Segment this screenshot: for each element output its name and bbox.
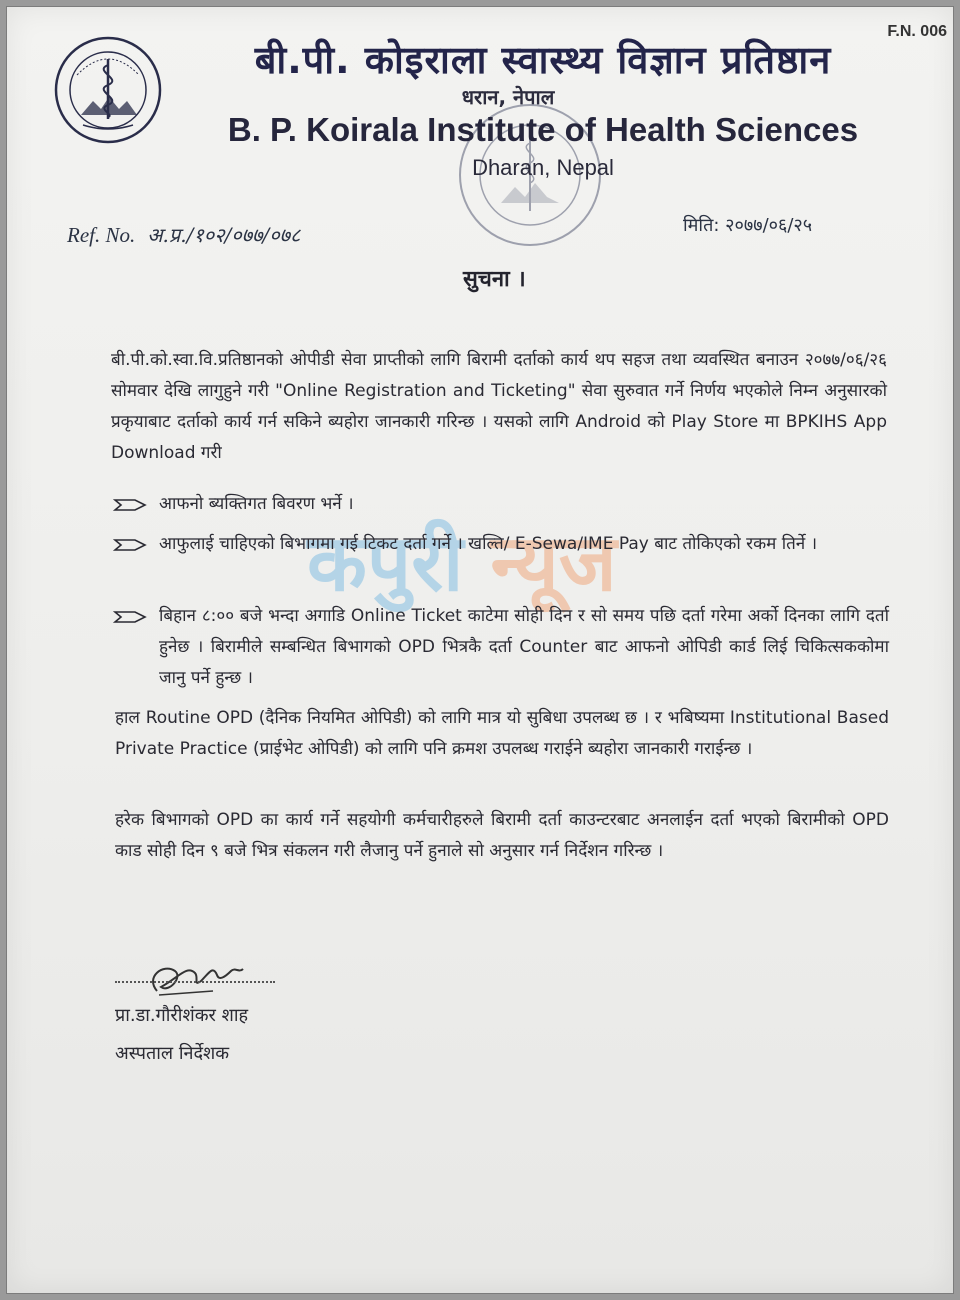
notice-document xyxy=(6,6,954,1294)
list-item-text: बिहान ८:०० बजे भन्दा अगाडि Online Ticket काटेमा सोही दिन र सो समय पछि दर्ता गरेमा अर्को दिनका लागि दर्ता हुनेछ । बिरामीले सम्बन्धित बिभागको OPD भित्रकै दर्ता Counter बाट आफनो ओपिडी कार्ड लिई चिकित्सककोमा जानु पर्ने हुन्छ । xyxy=(159,606,889,688)
signature-line xyxy=(115,981,275,983)
reference-number xyxy=(67,221,300,248)
arrow-bullet-icon xyxy=(113,535,147,555)
notice-date: मिति: २०७७/०६/२५ xyxy=(683,215,813,236)
notice-paragraph-2: हाल Routine OPD (दैनिक नियमित ओपिडी) को लागि मात्र यो सुबिधा उपलब्ध छ । र भबिष्यमा Institutional Based Private Practice (प्राईभेट ओपिडी) को लागि पनि क्रमश उपलब्ध गराईने ब्यहोरा जानकारी गराईन्छ । xyxy=(115,708,889,759)
list-item xyxy=(113,601,889,694)
form-number: F.N. 006 xyxy=(887,23,947,40)
watermark-part-2: न्यूज xyxy=(490,519,617,609)
notice-paragraph-1: बी.पी.को.स्वा.वि.प्रतिष्ठानको ओपीडी सेवा प्राप्तीको लागि बिरामी दर्ताको कार्य थप सहज तथा व्यवस्थित बनाउन २०७७/०६/२६ सोमवार देखि लागुहुने गरी "Online Registration and Ticketing" सेवा सुरुवात गर्ने निर्णय भएकोले निम्न अनुसारको प्रकृयाबाट दर्ताको कार्य गर्न सकिने ब्यहोरा जानकारी गरिन्छ । यसको लागि Android को Play Store मा BPKIHS App Download गरी xyxy=(111,350,887,463)
list-item xyxy=(113,529,889,560)
institute-name-nepali: बी.पी. कोइराला स्वास्थ्य विज्ञान प्रतिष्ठान xyxy=(254,38,832,82)
reference-value: अ.प्र./१०२/०७७/०७८ xyxy=(147,223,301,247)
signatory-title: अस्पताल निर्देशक xyxy=(115,1043,230,1064)
institute-city-nepali: धरान, नेपाल xyxy=(461,85,555,109)
institute-emblem-icon xyxy=(53,35,163,145)
handwritten-signature xyxy=(139,947,269,1009)
reference-label: Ref. No. xyxy=(67,223,136,247)
institute-name-english: B. P. Koirala Institute of Health Sciences xyxy=(227,111,859,148)
notice-subject: सुचना । xyxy=(463,267,526,292)
watermark-part-1: कपुरी xyxy=(307,519,464,609)
list-item-text: आफनो ब्यक्तिगत बिवरण भर्ने । xyxy=(159,494,354,514)
institute-city-english: Dharan, Nepal xyxy=(472,155,614,180)
notice-paragraph-3: हरेक बिभागको OPD का कार्य गर्ने सहयोगी कर्मचारीहरुले बिरामी दर्ता काउन्टरबाट अनलाईन दर्ता भएको बिरामीको OPD काड सोही दिन ९ बजे भित्र संकलन गरी लैजानु पर्ने हुनाले सो अनुसार गर्न निर्देशन गरिन्छ । xyxy=(115,810,889,861)
arrow-bullet-icon xyxy=(113,607,147,627)
list-item xyxy=(113,489,889,520)
arrow-bullet-icon xyxy=(113,495,147,515)
news-watermark xyxy=(307,507,617,613)
list-item-text: आफुलाई चाहिएको बिभागमा गई टिकट दर्ता गर्ने । खल्ति/ E-Sewa/IME Pay बाट तोकिएको रकम तिर्ने । xyxy=(159,534,818,554)
signatory-name: प्रा.डा.गौरीशंकर शाह xyxy=(115,1005,249,1026)
